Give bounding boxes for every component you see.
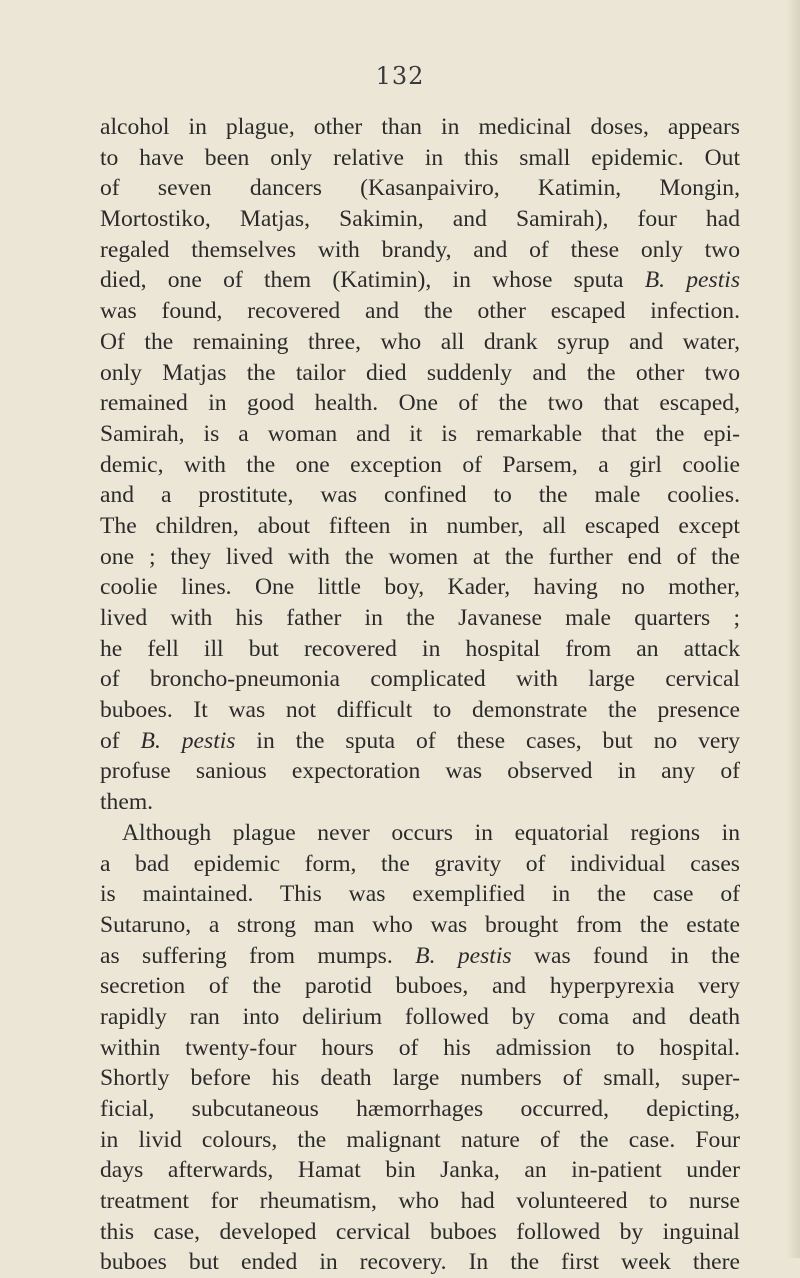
- italic-term: B. pestis: [415, 942, 512, 969]
- text-line: Although plague never occurs in equatorial regions in: [122, 819, 740, 846]
- text-line: lived with his father in the Javanese male quarters ;: [100, 605, 740, 631]
- text-line: [100, 265, 740, 296]
- text-line: Shortly before his death large numbers of small, super-: [100, 1065, 740, 1092]
- text-line: within twenty-four hours of his admission to hospital.: [100, 1034, 740, 1061]
- text-line: Sutaruno, a strong man who was brought from the estate: [100, 911, 740, 938]
- italic-term: B. pestis: [644, 267, 740, 294]
- text-line: was found, recovered and the other escaped infection.: [100, 298, 740, 325]
- text-line: he fell ill but recovered in hospital from an attack: [100, 635, 740, 662]
- text-line: secretion of the parotid buboes, and hyperpyrexia very: [100, 973, 740, 1000]
- text-line: buboes. It was not difficult to demonstrate the presence: [100, 697, 740, 724]
- text-line: them.: [100, 789, 154, 816]
- text-line: to have been only relative in this small epidemic. Out: [100, 144, 740, 171]
- text-line: profuse sanious expectoration was observed in any of: [100, 758, 740, 785]
- page-edge-shadow: [786, 0, 800, 1258]
- page-number: 132: [375, 62, 425, 90]
- text-line: alcohol in plague, other than in medicinal doses, appears: [100, 114, 740, 140]
- text-line: of seven dancers (Kasanpaiviro, Katimin, Mongin,: [100, 175, 740, 202]
- text-line: in livid colours, the malignant nature of the case. Four: [100, 1126, 740, 1153]
- text-line: The children, about fifteen in number, all escaped except: [100, 512, 740, 539]
- text-segment: in the sputa of these cases, but no very: [235, 727, 740, 754]
- text-line: a bad epidemic form, the gravity of individual cases: [100, 850, 740, 877]
- text-line: ficial, subcutaneous hæmorrhages occurred, depicting,: [100, 1096, 740, 1122]
- text-segment: of: [100, 727, 141, 754]
- text-line: of broncho-pneumonia complicated with large cervical: [100, 666, 740, 693]
- text-line: buboes but ended in recovery. In the first week there: [100, 1249, 740, 1276]
- text-line: regaled themselves with brandy, and of these only two: [100, 236, 740, 263]
- text-line: days afterwards, Hamat bin Janka, an in-patient under: [100, 1157, 740, 1184]
- text-line: [100, 941, 740, 972]
- text-line: demic, with the one exception of Parsem, a girl coolie: [100, 451, 740, 478]
- text-segment: was found in the: [511, 942, 741, 969]
- text-line: only Matjas the tailor died suddenly and the other two: [100, 359, 740, 386]
- text-line: treatment for rheumatism, who had volunteered to nurse: [100, 1188, 740, 1215]
- text-line: Of the remaining three, who all drank syrup and water,: [100, 328, 740, 355]
- text-line: one ; they lived with the women at the further end of the: [100, 543, 740, 570]
- text-line: and a prostitute, was confined to the male coolies.: [100, 482, 740, 509]
- text-line: remained in good health. One of the two that escaped,: [100, 390, 740, 417]
- body-text: [100, 112, 740, 1278]
- text-line: coolie lines. One little boy, Kader, having no mother,: [100, 574, 740, 601]
- text-line: is maintained. This was exemplified in the case of: [100, 881, 740, 908]
- text-line: rapidly ran into delirium followed by coma and death: [100, 1003, 740, 1030]
- text-line: [100, 726, 740, 757]
- text-line: Mortostiko, Matjas, Sakimin, and Samirah), four had: [100, 206, 740, 233]
- text-segment: as suffering from mumps.: [100, 942, 416, 969]
- text-segment: died, one of them (Katimin), in whose sputa: [100, 267, 645, 294]
- text-line: Samirah, is a woman and it is remarkable that the epi-: [100, 420, 740, 447]
- italic-term: B. pestis: [140, 727, 236, 754]
- text-line: this case, developed cervical buboes followed by inguinal: [100, 1218, 740, 1245]
